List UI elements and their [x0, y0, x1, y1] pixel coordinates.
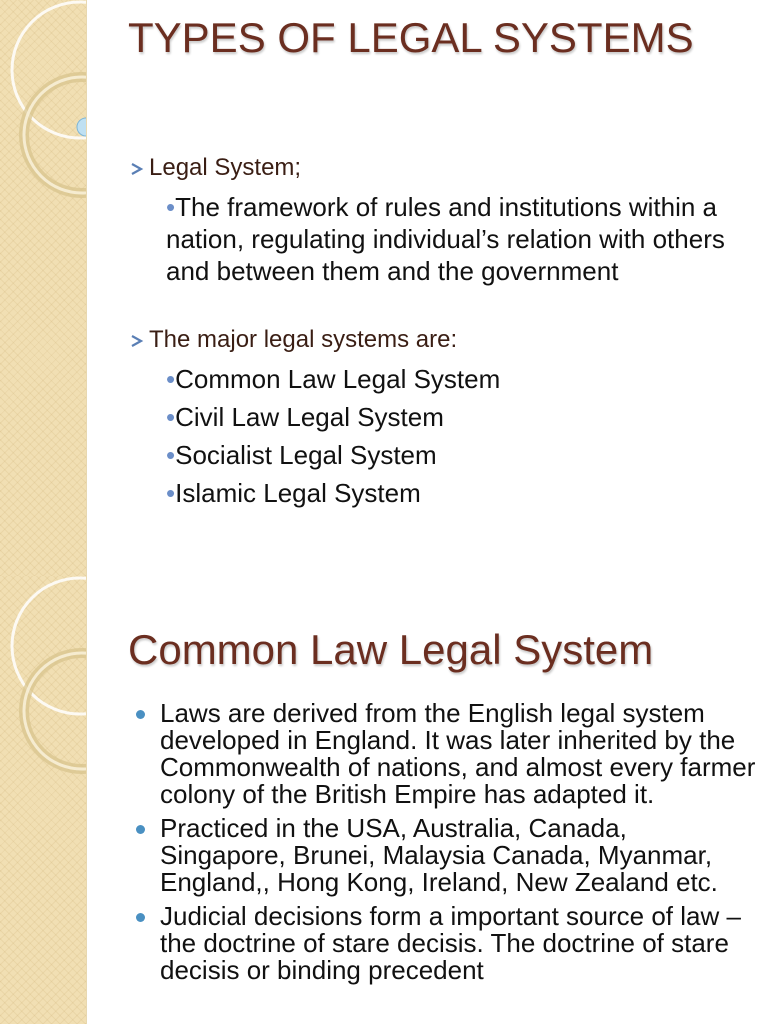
list-item: Practiced in the USA, Australia, Canada, Singapore, Brunei, Malaysia Canada, Myanmar, England,, Hong Kong, Ireland, New Zealand etc.: [136, 815, 756, 896]
list-item: •Common Law Legal System: [166, 364, 501, 394]
slide-common-law: [0, 576, 768, 1024]
slide-title: Common Law Legal System: [128, 626, 654, 673]
list-item: Judicial decisions form a important source of law – the doctrine of stare decisis. The doctrine of stare decisis or binding precedent: [136, 903, 756, 984]
round-bullet-icon: [136, 913, 145, 922]
list-item: Laws are derived from the English legal system developed in England. It was later inherited by the Commonwealth of nations, and almost every farmer colony of the British Empire has adapted it.: [136, 700, 756, 808]
round-bullet-icon: •: [166, 402, 176, 432]
round-bullet-icon: •: [166, 192, 176, 222]
list-item: •Civil Law Legal System: [166, 402, 444, 432]
decorative-side-strip: [0, 0, 87, 576]
round-bullet-icon: •: [166, 478, 176, 508]
arrow-bullet-icon: [130, 334, 144, 348]
ring-decoration-icon: [0, 576, 86, 1024]
definition-text: The framework of rules and institutions within a nation, regulating individual’s relation with others and between them and the government: [166, 192, 725, 286]
arrow-bullet-legal-system: [130, 154, 301, 182]
point-major-systems: The major legal systems are:: [149, 326, 458, 353]
round-bullet-icon: [136, 710, 145, 719]
round-bullet-icon: •: [166, 440, 176, 470]
legal-system-definition: [166, 191, 746, 287]
common-law-bullets: [136, 700, 756, 991]
list-item: •Islamic Legal System: [166, 478, 421, 508]
decorative-side-strip: [0, 576, 87, 1024]
arrow-bullet-major-systems: [130, 326, 457, 354]
round-bullet-icon: •: [166, 364, 176, 394]
round-bullet-icon: [136, 825, 145, 834]
list-item: •Socialist Legal System: [166, 440, 437, 470]
arrow-bullet-icon: [130, 162, 144, 176]
legal-systems-list: [166, 360, 500, 512]
ring-decoration-icon: [0, 0, 86, 576]
point-legal-system: Legal System;: [149, 154, 302, 181]
slide-title: TYPES OF LEGAL SYSTEMS: [128, 14, 694, 61]
